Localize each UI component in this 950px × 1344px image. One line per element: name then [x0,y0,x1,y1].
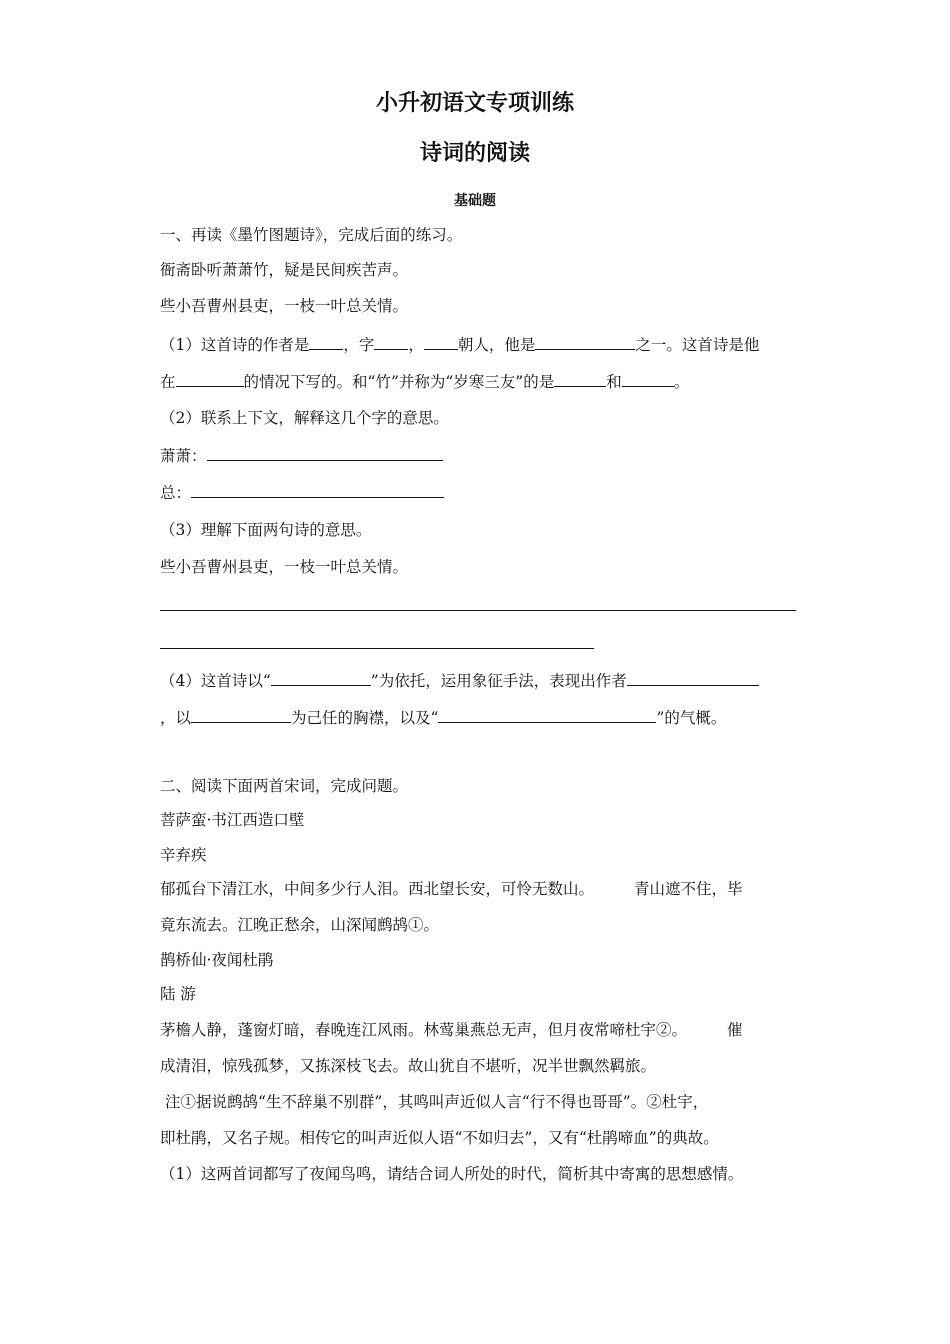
q1-part1-text: （1）这首诗的作者是 [160,336,310,354]
answer-line[interactable] [160,610,796,611]
poem1-line2: 竟东流去。江晚正愁余，山深闻鹧鸪①。 [160,916,440,934]
q1-part4-line1 [160,669,759,691]
answer-blank[interactable] [627,669,759,686]
q1-poem-line-1: 衙斋卧听萧萧竹，疑是民间疾苦声。 [160,261,409,279]
q1-part1-text: 在 [160,373,176,391]
poem2-text: 催 [727,1021,743,1039]
page-title: 小升初语文专项训练 [375,91,574,116]
answer-blank[interactable] [554,370,606,387]
q1-part4-text: （4）这首诗以“ [160,672,271,690]
q1-part4-text: ”为依托，运用象征手法，表现出作者 [370,672,627,690]
q1-part2: （2）联系上下文，解释这几个字的意思。 [160,409,449,427]
q1-part1-text: 的情况下写的。和“竹”并称为“岁寒三友”的是 [243,373,555,391]
q1-part1-text: 朝人，他是 [457,336,536,354]
q1-part2-word1 [160,444,443,466]
q1-part1-text: 和 [606,373,622,391]
answer-blank[interactable] [309,333,343,350]
q1-part1-line1 [160,333,759,355]
q1-heading: 一、再读《墨竹图题诗》，完成后面的练习。 [160,226,463,244]
q1-part4-text: ”的气概。 [656,709,727,727]
answer-blank[interactable] [191,481,444,498]
q1-part3-poem: 些小吾曹州县吏，一枝一叶总关情。 [160,558,409,576]
poem2-author: 陆 游 [160,985,196,1003]
q1-part3: （3）理解下面两句诗的意思。 [160,521,372,539]
poem2-text: 茅檐人静，蓬窗灯暗，春晚连江风雨。林莺巢燕总无声，但月夜常啼杜宇②。 [160,1021,688,1039]
answer-blank[interactable] [271,669,371,686]
word-label: 总： [160,484,192,502]
q1-part1-text: 。 [673,373,690,391]
q1-part4-text: ，以 [160,709,192,727]
answer-line[interactable] [160,648,594,649]
poem2-line1 [160,1020,743,1040]
word-label: 萧萧： [160,447,207,465]
q1-part1-text: 之一。这首诗是他 [635,336,760,354]
poem1-title: 菩萨蛮·书江西造口壁 [160,811,305,829]
poem1-text: 青山遮不住，毕 [634,880,743,898]
q1-poem-line-2: 些小吾曹州县吏，一枝一叶总关情。 [160,297,409,315]
section-heading: 基础题 [454,193,496,209]
answer-blank[interactable] [176,370,244,387]
note-line2: 即杜鹃，又名子规。相传它的叫声近似人语“不如归去”，又有“杜鹃啼血”的典故。 [160,1129,719,1147]
answer-blank[interactable] [622,370,674,387]
poem2-line2: 成清泪，惊残孤梦，又拣深枝飞去。故山犹自不堪听，况半世飘然羁旅。 [160,1057,657,1075]
q1-part2-word2 [160,481,444,503]
note-line1: 注①据说鹧鸪“生不辞巢不别群”，其鸣叫声近似人言“行不得也哥哥”。②杜宇， [165,1093,709,1111]
answer-blank[interactable] [535,333,635,350]
q2-heading: 二、阅读下面两首宋词，完成问题。 [160,777,409,795]
q1-part1-line2 [160,370,689,392]
answer-blank[interactable] [438,706,656,723]
poem1-line1 [160,879,743,899]
q1-part4-text: 为己任的胸襟，以及“ [291,709,439,727]
q1-part1-text: ，字 [343,336,375,354]
answer-blank[interactable] [424,333,458,350]
poem1-author: 辛弃疾 [160,846,207,864]
answer-blank[interactable] [374,333,408,350]
q1-part1-text: ， [408,336,424,354]
answer-blank[interactable] [207,444,443,461]
q1-part4-line2 [160,706,726,728]
poem1-text: 郁孤台下清江水，中间多少行人泪。西北望长安，可怜无数山。 [160,880,595,898]
poem2-title: 鹊桥仙·夜闻杜鹃 [160,951,274,969]
answer-blank[interactable] [191,706,291,723]
page-subtitle: 诗词的阅读 [419,141,530,166]
q2-part1: （1）这两首词都写了夜闻鸟鸣，请结合词人所处的时代，简析其中寄寓的思想感情。 [160,1165,744,1183]
